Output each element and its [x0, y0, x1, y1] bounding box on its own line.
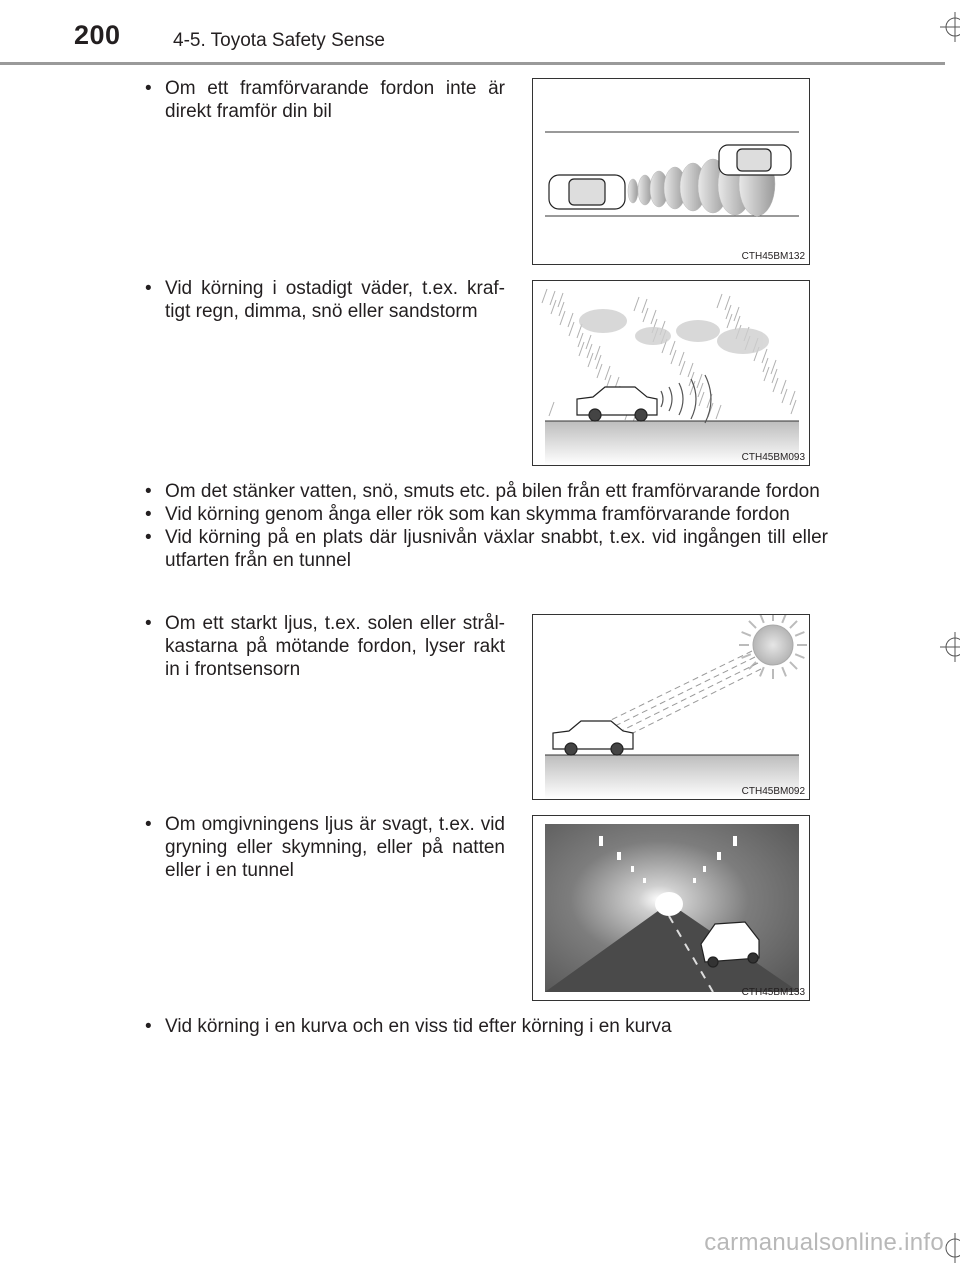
header-rule [0, 62, 945, 65]
figure-code: CTH45BM132 [741, 251, 805, 262]
dark-tunnel-illustration-icon [533, 816, 809, 1000]
bullet-text: • Vid körning genom ånga eller rök som kan skymma framförvarande fordon [145, 503, 828, 526]
bullet-offset-vehicle [145, 77, 505, 123]
bullet-bad-weather [145, 277, 505, 323]
bullet-group-full-width [145, 480, 828, 572]
section-title: 4-5. Toyota Safety Sense [173, 30, 385, 51]
offset-vehicle-illustration-icon [533, 79, 809, 264]
bullet-strong-light [145, 612, 505, 681]
bullet-text: • Vid körning i en kurva och en viss tid efter körning i en kurva [145, 1015, 828, 1038]
bullet-text: • Om ett starkt ljus, t.ex. solen eller strål-kastarna på mötande fordon, lyser rakt in i frontsensorn [145, 612, 505, 681]
figure-code: CTH45BM092 [741, 786, 805, 797]
watermark: carmanualsonline.info [704, 1229, 944, 1256]
bullet-text: • Om det stänker vatten, snö, smuts etc. på bilen från ett framförvarande fordon [145, 480, 828, 503]
figure-code: CTH45BM133 [741, 987, 805, 998]
figure-offset-vehicle [532, 78, 810, 265]
registration-mark-icon [940, 12, 960, 42]
bad-weather-illustration-icon [533, 281, 809, 465]
page-number: 200 [74, 20, 121, 50]
bullet-text: • Om ett framförvarande fordon inte är direkt framför din bil [145, 77, 505, 123]
bullet-text: • Vid körning i ostadigt väder, t.ex. kraf-tigt regn, dimma, snö eller sandstorm [145, 277, 505, 323]
bright-sun-illustration-icon [533, 615, 809, 799]
figure-bright-sun [532, 614, 810, 800]
figure-bad-weather [532, 280, 810, 466]
bullet-text: • Vid körning på en plats där ljusnivån växlar snabbt, t.ex. vid ingången till eller utfarten från en tunnel [145, 526, 828, 572]
figure-code: CTH45BM093 [741, 452, 805, 463]
bullet-curve [145, 1015, 828, 1038]
bullet-text: • Om omgivningens ljus är svagt, t.ex. vid gryning eller skymning, eller på natten eller i en tunnel [145, 813, 505, 882]
figure-tunnel [532, 815, 810, 1001]
registration-mark-icon [940, 632, 960, 662]
bullet-low-light [145, 813, 505, 882]
